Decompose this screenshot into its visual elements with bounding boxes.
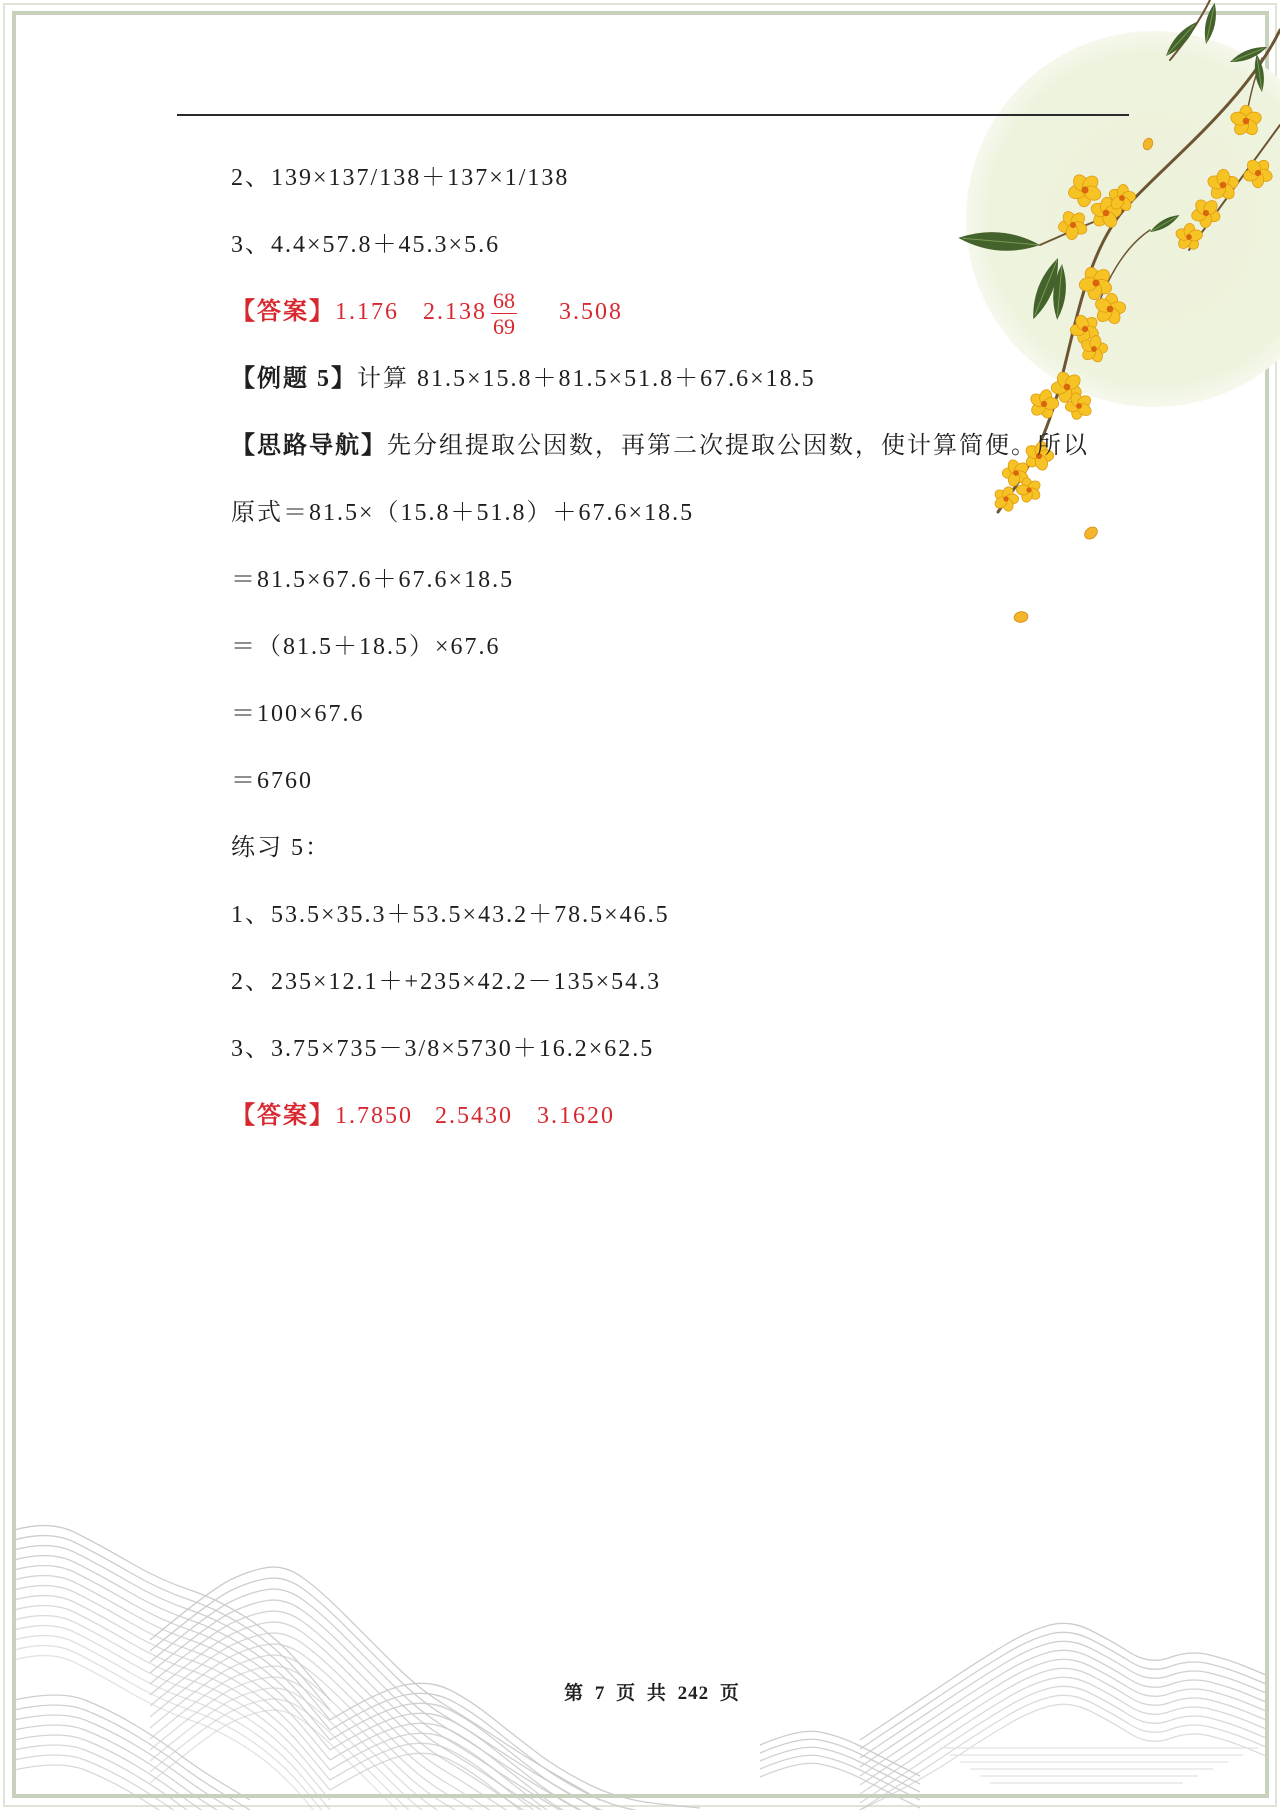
fraction-denominator: 69 (493, 313, 515, 339)
practice5-title: 练习 5： (231, 835, 331, 861)
answer5-a2: 2.5430 (435, 1103, 513, 1129)
answer4-a2-fraction (491, 288, 517, 339)
answer4-a3: 3.508 (559, 299, 623, 325)
answer5-line (231, 1083, 1231, 1150)
mountain-contour (150, 1644, 600, 1810)
page-footer: 第 7 页 共 242 页 (564, 1683, 740, 1704)
solution5-step-3: ＝（81.5＋18.5）×67.6 (231, 634, 501, 660)
hint5-line (231, 413, 1231, 480)
practice5-item-2: 2、235×12.1＋+235×42.2－135×54.3 (231, 969, 662, 995)
hint5-text: 先分组提取公因数，再第二次提取公因数，使计算简便。所以 (387, 433, 1089, 459)
answer4-line (231, 279, 1231, 346)
practice4-item-2: 2、139×137/138＋137×1/138 (231, 165, 570, 191)
mountain-contour (14, 1646, 330, 1810)
fraction-numerator: 68 (493, 287, 515, 313)
solution5-step-4: ＝100×67.6 (231, 701, 365, 727)
practice5-item-3: 3、3.75×735－3/8×5730＋16.2×62.5 (231, 1036, 655, 1062)
answer4-a1: 1.176 (335, 299, 399, 325)
mountain-contour (14, 1636, 330, 1810)
header-rule (177, 114, 1129, 116)
example5-label: 【例题 5】 (231, 366, 357, 392)
example5-text: 计算 81.5×15.8＋81.5×51.8＋67.6×18.5 (357, 366, 816, 392)
answer5-a3: 3.1620 (537, 1103, 615, 1129)
answer4-a2-whole: 2.138 (423, 299, 487, 325)
mountain-contour (150, 1578, 600, 1810)
hint5-label: 【思路导航】 (231, 433, 387, 459)
mountain-contour (14, 1765, 250, 1810)
answer4-label: 【答案】 (231, 299, 335, 325)
answer5-label: 【答案】 (231, 1103, 335, 1129)
solution5-step-1: 原式＝81.5×（15.8＋51.8）＋67.6×18.5 (231, 500, 695, 526)
example5-line (231, 346, 1231, 413)
mountain-contour (760, 1755, 920, 1800)
solution5-step-5: ＝6760 (231, 768, 313, 794)
practice5-item-1: 1、53.5×35.3＋53.5×43.2＋78.5×46.5 (231, 902, 670, 928)
page-content (231, 145, 1231, 1150)
solution5-step-2: ＝81.5×67.6＋67.6×18.5 (231, 567, 515, 593)
mountain-landscape (14, 1526, 1266, 1810)
practice4-item-3: 3、4.4×57.8＋45.3×5.6 (231, 232, 501, 258)
answer5-a1: 1.7850 (335, 1103, 413, 1129)
flower-center (1243, 118, 1250, 125)
